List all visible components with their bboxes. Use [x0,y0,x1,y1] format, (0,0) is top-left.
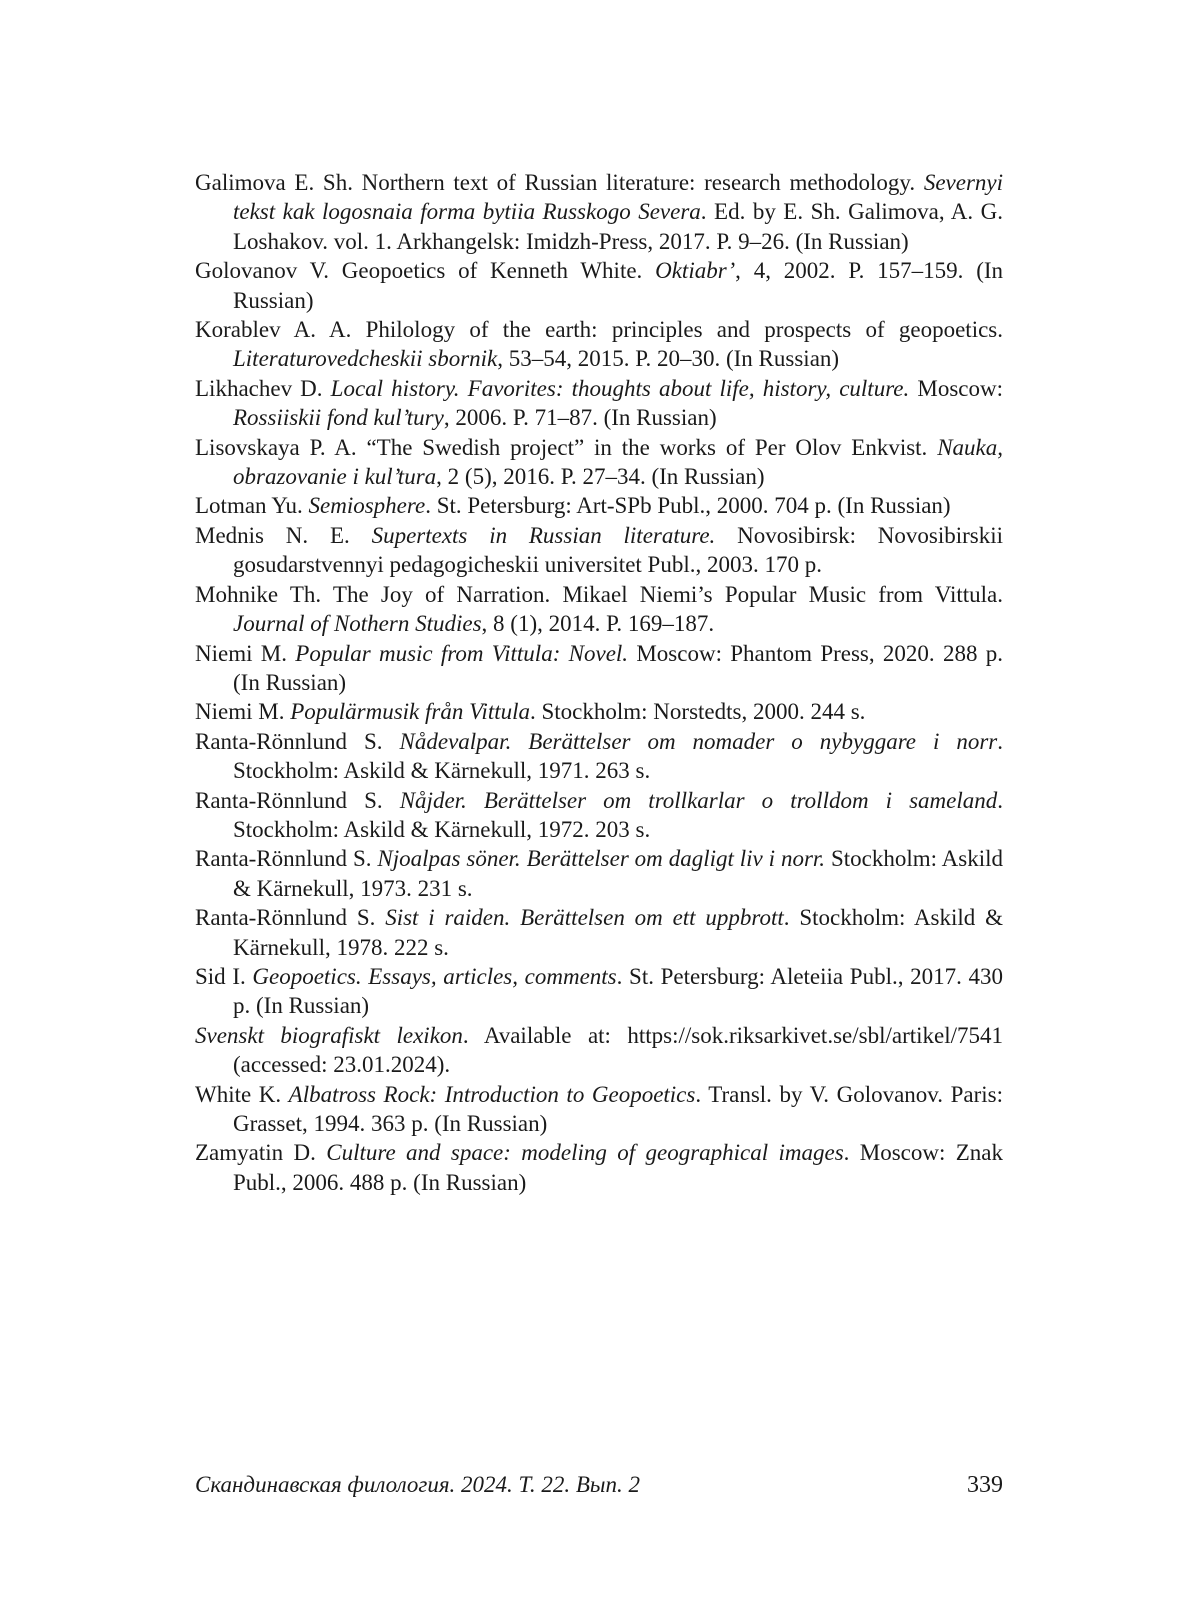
ref-title: Severnyi tekst kak logosnaia forma bytiia Russkogo Severa [233,170,1003,225]
ref-text: Lisovskaya P. A. “The Swedish project” in the works of Per Olov Enkvist. [195,434,938,460]
ref-title: Local history. Favorites: thoughts about life, history, culture. [330,375,910,401]
reference-item [195,697,1003,726]
reference-item [195,1021,1003,1080]
ref-text: Golovanov V. Geopoetics of Kenneth White. [195,258,656,284]
ref-text: . St. Petersburg: Aleteiia Publ., 2017. 430 p. (In Russian) [233,963,1004,1019]
ref-title: Nådevalpar. Berättelser om nomader o nybyggare i norr [399,728,998,754]
ref-title: Geopoetics. Essays, articles, comments [252,963,617,989]
ref-text: . Stockholm: Askild & Kärnekull, 1971. 263 s. [233,728,1003,784]
reference-item [195,374,1003,433]
ref-text: Moscow: Phantom Press, 2020. 288 p. (In Russian) [233,640,1004,695]
ref-title: Sist i raiden. Berättelsen om ett uppbrott [385,905,784,931]
ref-text: Novosibirsk: Novosibirskii gosudarstvennyi pedagogicheskii universitet Publ., 2003. 170 p. [233,522,1003,578]
reference-item [195,962,1003,1021]
ref-title: Oktiabr’ [655,258,736,284]
ref-text: Mednis N. E. [195,522,372,548]
ref-title: Popular music from Vittula: Novel. [295,640,629,666]
reference-item [195,786,1003,845]
ref-text: . Moscow: Znak Publ., 2006. 488 p. (In Russian) [233,1140,1004,1195]
ref-text: Likhachev D. [195,375,331,401]
ref-title: Populärmusik från Vittula [290,699,530,725]
ref-text: , 8 (1), 2014. P. 169–187. [481,611,715,637]
ref-text: , 2006. P. 71–87. (In Russian) [443,405,717,431]
ref-text: Moscow: [909,375,1003,401]
ref-title: Literaturovedcheskii sbornik [233,346,498,372]
ref-text: . Available at: https://sok.riksarkivet.se/sbl/artikel/7541 (accessed: 23.01.2024). [233,1022,1003,1078]
ref-text: . Stockholm: Askild & Kärnekull, 1972. 203 s. [233,787,1003,842]
reference-item [195,315,1003,374]
ref-title: Semiosphere [308,493,426,519]
ref-title: Njoalpas söner. Berättelser om dagligt liv i norr. [377,846,826,872]
journal-citation: Скандинавская филология. 2024. Т. 22. Вып. 2 [195,1472,641,1497]
ref-text: Korablev A. A. Philology of the earth: principles and prospects of geopoetics. [195,317,1003,343]
page-number: 339 [967,1472,1003,1498]
reference-item [195,1138,1003,1197]
ref-text: , 4, 2002. P. 157–159. (In Russian) [233,258,1004,313]
page-footer [195,1468,1003,1502]
reference-item [195,521,1003,580]
ref-text: . St. Petersburg: Art-SPb Publ., 2000. 704 p. (In Russian) [425,493,951,519]
reference-item [195,433,1003,492]
ref-text: Ranta-Rönnlund S. [195,728,400,754]
ref-text: , 2 (5), 2016. P. 27–34. (In Russian) [436,464,765,490]
ref-text: Zamyatin D. [195,1140,327,1166]
reference-item [195,491,1003,520]
reference-item [195,639,1003,698]
reference-list [195,168,1003,1197]
ref-text: . Ed. by E. Sh. Galimova, A. G. Loshakov. vol. 1. Arkhangelsk: Imidzh-Press, 2017. P. 9–26. (In Russian) [233,199,1003,254]
ref-text: Sid I. [195,963,253,989]
ref-title: Albatross Rock: Introduction to Geopoetics [288,1081,696,1107]
ref-text: . Stockholm: Askild & Kärnekull, 1978. 222 s. [233,905,1003,960]
ref-title: Journal of Nothern Studies [233,611,482,637]
reference-item [195,256,1003,315]
reference-item [195,903,1003,962]
reference-item [195,844,1003,903]
reference-item [195,1080,1003,1139]
ref-text: Ranta-Rönnlund S. [195,905,386,931]
ref-text: Niemi M. [195,640,296,666]
ref-text: White K. [195,1081,289,1107]
ref-text: . Stockholm: Norstedts, 2000. 244 s. [530,699,866,725]
ref-text: Mohnike Th. The Joy of Narration. Mikael Niemi’s Popular Music from Vittula. [195,581,1003,607]
ref-text: Stockholm: Askild & Kärnekull, 1973. 231 s. [233,846,1003,901]
ref-title: Supertexts in Russian literature. [371,522,716,548]
ref-title: Nauka, obrazovanie i kul’tura [233,434,1003,490]
ref-text: Ranta-Rönnlund S. [195,846,378,872]
ref-title: Nåjder. Berättelser om trollkarlar o trolldom i sameland [399,787,998,813]
ref-title: Svenskt biografiskt lexikon [195,1022,463,1048]
ref-text: , 53–54, 2015. P. 20–30. (In Russian) [497,346,840,372]
ref-title: Rossiiskii fond kul’tury [233,405,444,431]
ref-text: Lotman Yu. [195,493,309,519]
ref-title: Culture and space: modeling of geographical images [326,1140,844,1166]
reference-item [195,727,1003,786]
ref-text: . Transl. by V. Golovanov. Paris: Grasset, 1994. 363 p. (In Russian) [233,1081,1003,1136]
reference-item [195,168,1003,256]
reference-item [195,580,1003,639]
ref-text: Niemi M. [195,699,291,725]
ref-text: Galimova E. Sh. Northern text of Russian literature: research methodology. [195,170,924,195]
ref-text: Ranta-Rönnlund S. [195,787,400,813]
